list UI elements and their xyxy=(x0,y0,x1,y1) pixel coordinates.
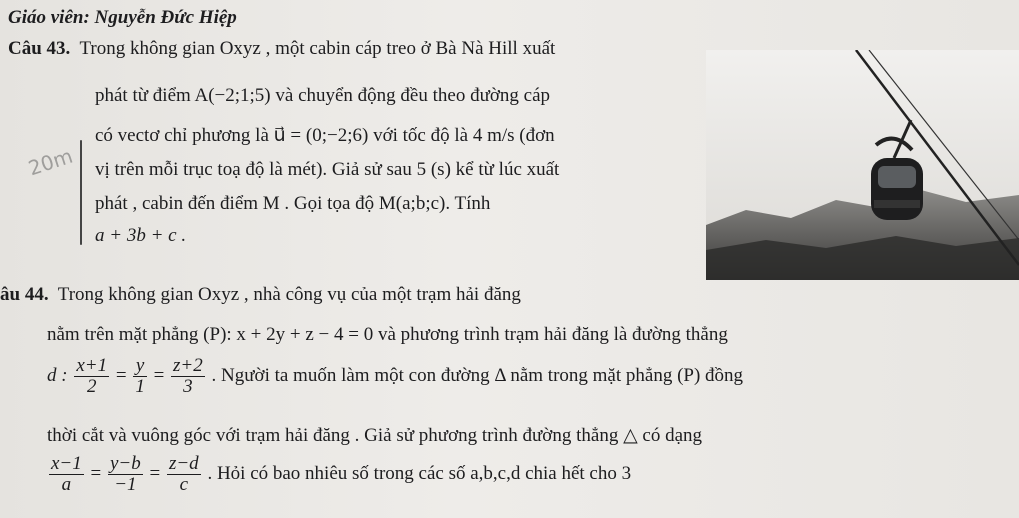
q44-line-4: thời cắt và vuông góc với trạm hải đăng . Giả sử phương trình đường thẳng △ có dạng xyxy=(47,425,703,446)
q44-text-3: . Người ta muốn làm một con đường Δ nằm trong mặt phẳng (P) đồng xyxy=(211,365,744,386)
margin-mark xyxy=(80,140,82,245)
q43-text-1: Trong không gian Oxyz , một cabin cáp treo ở Bà Nà Hill xuất xyxy=(79,38,556,59)
q43-line-4: vị trên mỗi trục toạ độ là mét). Giả sử sau 5 (s) kể từ lúc xuất xyxy=(95,159,560,180)
fraction-delta-x: $\frac{x-1}{a}$ xyxy=(51,453,82,496)
q43-line-1 xyxy=(8,37,555,61)
q43-line-2: phát từ điểm A(−2;1;5) và chuyển động đều theo đường cáp xyxy=(95,85,551,106)
fraction-delta-z: $\frac{z-d}{c}$ xyxy=(168,453,199,496)
q44-line-2: nằm trên mặt phẳng (P): x + 2y + z − 4 = 0 và phương trình trạm hải đăng là đường thẳng xyxy=(47,324,728,345)
q44-text-1: Trong không gian Oxyz , nhà công vụ của một trạm hải đăng xyxy=(57,284,521,305)
q43-line-3: có vectơ chỉ phương là u⃗ = (0;−2;6) với tốc độ là 4 m/s (đơn xyxy=(95,125,555,146)
q43-line-5: phát , cabin đến điểm M . Gọi tọa độ M(a;b;c). Tính xyxy=(95,193,491,214)
teacher-name: Giáo viên: Nguyễn Đức Hiệp xyxy=(8,7,237,28)
fraction-y: $\frac{y}{1}$ xyxy=(135,355,145,398)
handwritten-note: 20m xyxy=(25,143,76,181)
q43-line-6: a + 3b + c . xyxy=(95,225,187,246)
fraction-z: $\frac{z+2}{3}$ xyxy=(173,355,203,398)
q43-label: Câu 43. xyxy=(8,38,71,59)
q44-line-5: $\frac{x-1}{a}$ = $\frac{y-b}{-1}$ = $\frac{z-d}{c}$ . Hỏi có bao nhiêu số trong các số a,b,c,d chia hết cho 3 xyxy=(51,453,632,496)
fraction-x: $\frac{x+1}{2}$ xyxy=(76,355,108,398)
q44-text-5: . Hỏi có bao nhiêu số trong các số a,b,c,d chia hết cho 3 xyxy=(207,463,632,484)
q44-line-3: d : $\frac{x+1}{2}$ = $\frac{y}{1}$ = $\frac{z+2}{3}$ . Người ta muốn làm một con đường Δ nằm trong mặt phẳng (P) đồng xyxy=(47,355,744,398)
cable-car-photo xyxy=(706,50,1019,280)
q44-d-label: d : xyxy=(47,365,68,386)
q44-label: âu 44. xyxy=(0,284,49,305)
fraction-delta-y: $\frac{y-b}{-1}$ xyxy=(109,453,141,496)
q44-line-1 xyxy=(0,283,521,307)
